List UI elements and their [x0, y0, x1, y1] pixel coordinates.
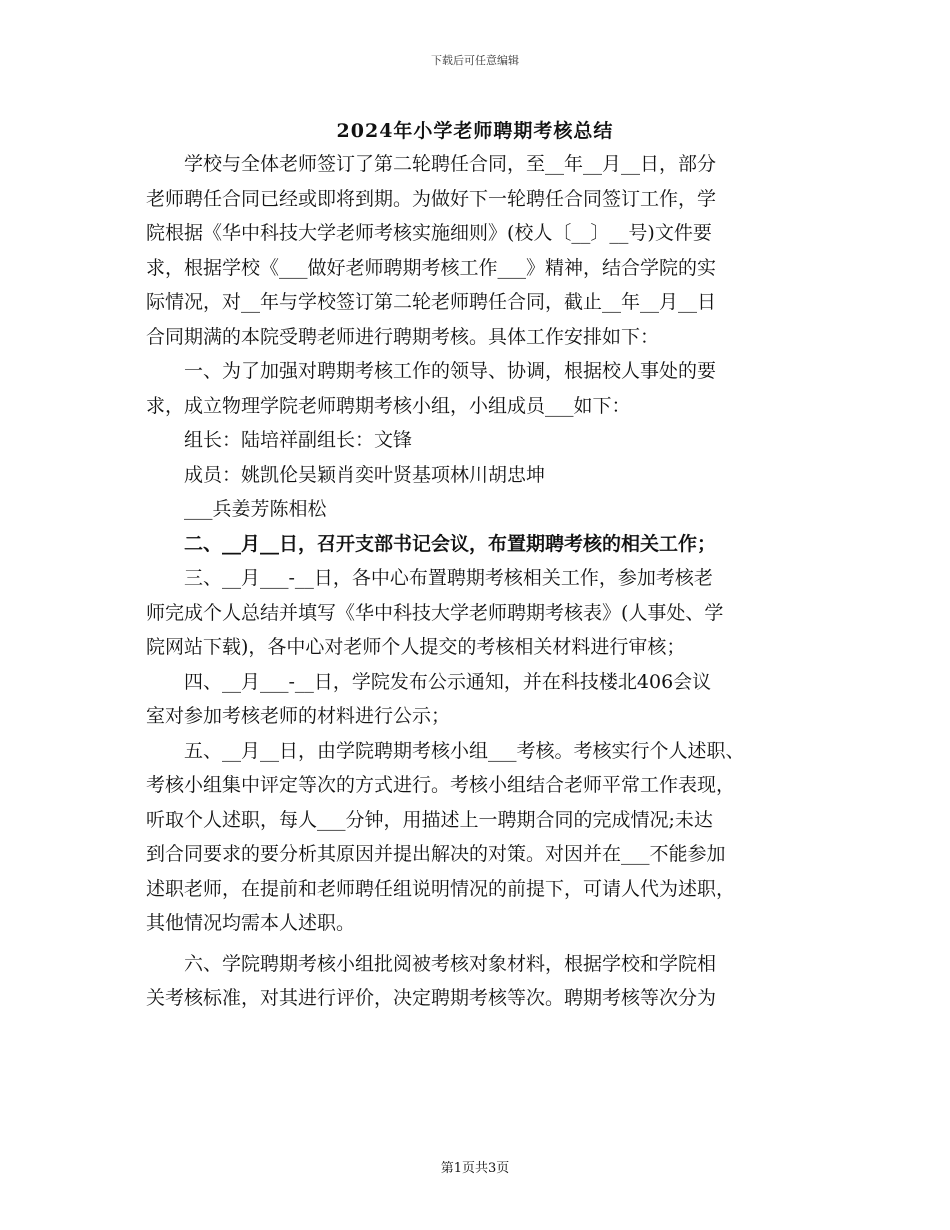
- paragraph-line: 室对参加考核老师的材料进行公示；: [146, 705, 451, 727]
- page-footer-page-number: 第1页共3页: [440, 1161, 510, 1176]
- paragraph-line: 求，根据学校《___做好老师聘期考核工作___》精神，结合学院的实: [146, 256, 717, 279]
- paragraph-line: 师完成个人总结并填写《华中科技大学老师聘期考核表》(人事处、学: [146, 601, 724, 624]
- paragraph-line: 其他情况均需本人述职。: [146, 912, 356, 934]
- paragraph-line: 听取个人述职，每人___分钟，用描述上一聘期合同的完成情况;未达: [146, 808, 713, 831]
- paragraph-line: 学校与全体老师签订了第二轮聘任合同，至__年__月__日，部分: [146, 153, 717, 175]
- paragraph-line: 院根据《华中科技大学老师考核实施细则》(校人〔__〕__号)文件要: [146, 222, 712, 244]
- paragraph-line: 三、__月___-__日，各中心布置聘期考核相关工作，参加考核老: [146, 567, 713, 589]
- document-title: 2024年小学老师聘期考核总结: [336, 120, 614, 142]
- paragraph-line: 老师聘任合同已经或即将到期。为做好下一轮聘任合同签订工作，学: [146, 187, 717, 210]
- page-header-note: 下载后可任意编辑: [431, 54, 519, 67]
- paragraph-line: 五、__月__日，由学院聘期考核小组___考核。考核实行个人述职、: [146, 739, 745, 762]
- paragraph-line: 际情况，对__年与学校签订第二轮老师聘任合同，截止__年__月__日: [146, 291, 717, 313]
- paragraph-line: 到合同要求的要分析其原因并提出解决的对策。对因并在___不能参加: [146, 843, 726, 865]
- group-members-line: ___兵姜芳陈相松: [146, 498, 327, 520]
- group-leader-line: 组长：陆培祥副组长：文锋: [146, 429, 413, 451]
- paragraph-line: 六、学院聘期考核小组批阅被考核对象材料，根据学校和学院相: [146, 952, 717, 975]
- paragraph-line: 一、为了加强对聘期考核工作的领导、协调，根据校人事处的要: [146, 360, 717, 382]
- paragraph-line: 合同期满的本院受聘老师进行聘期考核。具体工作安排如下：: [146, 325, 660, 348]
- paragraph-line: 院网站下载)，各中心对老师个人提交的考核相关材料进行审核；: [146, 636, 686, 658]
- paragraph-line: 四、__月___-__日，学院发布公示通知，并在科技楼北406会议: [146, 670, 712, 693]
- paragraph-line: 述职老师，在提前和老师聘任组说明情况的前提下，可请人代为述职，: [146, 877, 736, 900]
- document-body: [146, 147, 806, 1016]
- paragraph-line: 求，成立物理学院老师聘期考核小组，小组成员___如下：: [146, 394, 631, 417]
- paragraph-line: 考核小组集中评定等次的方式进行。考核小组结合老师平常工作表现，: [146, 774, 736, 796]
- paragraph-line: 关考核标准，对其进行评价，决定聘期考核等次。聘期考核等次分为: [146, 987, 717, 1009]
- bold-section-heading: 二、__月__日，召开支部书记会议，布置期聘考核的相关工作；: [146, 532, 717, 555]
- group-members-line: 成员：姚凯伦吴颖肖奕叶贤基项林川胡忠坤: [146, 463, 546, 486]
